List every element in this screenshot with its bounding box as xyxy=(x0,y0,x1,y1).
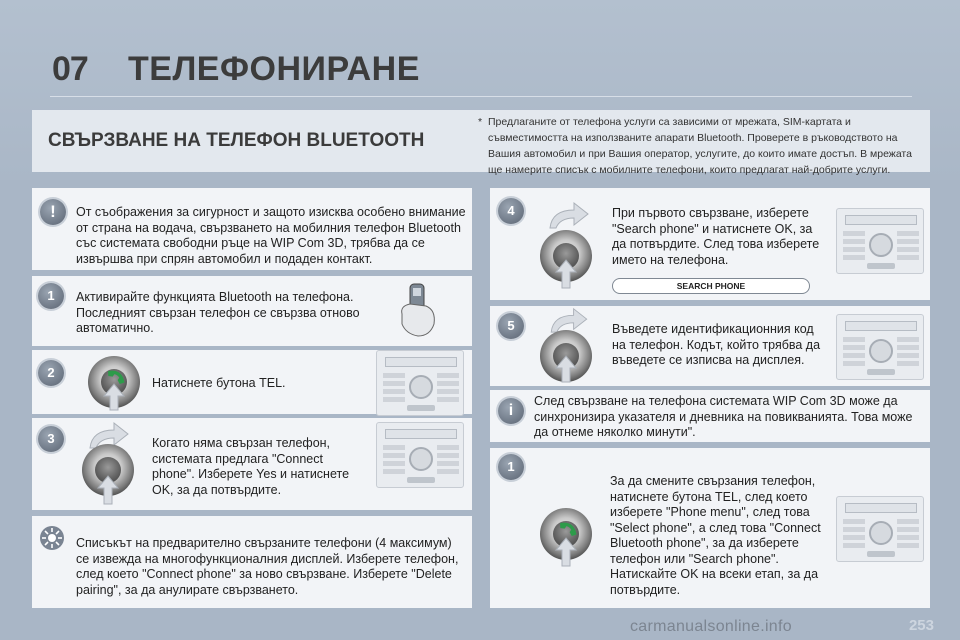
press-arrow-icon xyxy=(552,258,580,290)
step5-text: Въведете идентификационния код на телефон. Кодът, който трябва да въведете се изписва на дисплея. xyxy=(612,322,821,367)
change-phone-badge: 1 xyxy=(498,454,524,480)
chapter-number: 07 xyxy=(52,50,88,88)
radio-unit-icon xyxy=(836,208,924,274)
press-arrow-icon xyxy=(552,536,580,568)
press-arrow-icon xyxy=(552,354,580,384)
radio-unit-icon xyxy=(836,496,924,562)
chapter-title: ТЕЛЕФОНИРАНЕ xyxy=(128,50,420,88)
warning-text: От съображения за сигурност и защото изисква особено внимание от страна на водача, свързването на мобилния телефон Bluetooth със системата свободни ръце на WIP Com 3D, трябва да се извършва при спрян автомобил и подаден контакт. xyxy=(76,205,466,266)
radio-unit-icon xyxy=(836,314,924,380)
tip-text: Списъкът на предварително свързаните телефони (4 максимум) се извежда на многофункционалния дисплей. Изберете телефон, след което "Connect phone" за ново свързване. Изберете "Delete pairing", за да анулирате свързването. xyxy=(76,536,459,597)
page-number: 253 xyxy=(908,617,934,634)
step1-text: Активирайте функцията Bluetooth на телефона. Последният свързан телефон се свързва отново автоматично. xyxy=(76,290,360,335)
curved-arrow-icon xyxy=(546,200,590,230)
step2-text: Натиснете бутона TEL. xyxy=(152,376,286,390)
step5-badge: 5 xyxy=(498,313,524,339)
hand-phone-icon xyxy=(392,280,448,340)
footnote-star: * xyxy=(478,116,483,128)
step3-badge: 3 xyxy=(38,426,64,452)
press-arrow-icon xyxy=(100,382,128,412)
footnote-text: Предлаганите от телефона услуги са зависими от мрежата, SIM-картата и съвместимостта на използваните апарати Bluetooth. Проверете в ръководството на Вашия автомобил и при Вашия оператор, услугите, до които имате достъп. В мрежата ще намерите списък с мобилните телефони, които предлагат най-добрите услуги. xyxy=(488,116,912,176)
step1-badge: 1 xyxy=(38,283,64,309)
sun-tip-icon xyxy=(38,524,66,552)
watermark: carmanualsonline.info xyxy=(630,618,792,635)
step2-badge: 2 xyxy=(38,360,64,386)
radio-unit-icon xyxy=(376,422,464,488)
step4-badge: 4 xyxy=(498,198,524,224)
step4-text: При първото свързване, изберете "Search phone" и натиснете OK, за да потвърдите. След това изберете името на телефона. xyxy=(612,206,820,267)
radio-unit-icon xyxy=(376,350,464,416)
info-text: След свързване на телефона системата WIP Com 3D може да синхронизира указателя и дневника на повикванията. Това може да отнеме няколко минути". xyxy=(534,394,913,439)
search-phone-button: SEARCH PHONE xyxy=(612,278,810,294)
step3-text: Когато няма свързан телефон, системата предлага "Connect phone". Изберете Yes и натиснете OK, за да потвърдите. xyxy=(152,436,350,497)
info-badge: i xyxy=(498,398,524,424)
change-phone-text: За да смените свързания телефон, натиснете бутона TEL, след което изберете "Phone menu", след това "Select phone", а след това "Connect Bluetooth phone", за да изберете телефон или "Search phone". Натискайте OK на всеки етап, за да потвърдите. xyxy=(610,474,821,597)
footnote xyxy=(478,114,918,178)
press-arrow-icon xyxy=(94,474,122,506)
warning-badge: ! xyxy=(40,199,66,225)
section-title: СВЪРЗВАНЕ НА ТЕЛЕФОН BLUETOOTH xyxy=(48,130,425,151)
title-divider xyxy=(50,96,912,97)
